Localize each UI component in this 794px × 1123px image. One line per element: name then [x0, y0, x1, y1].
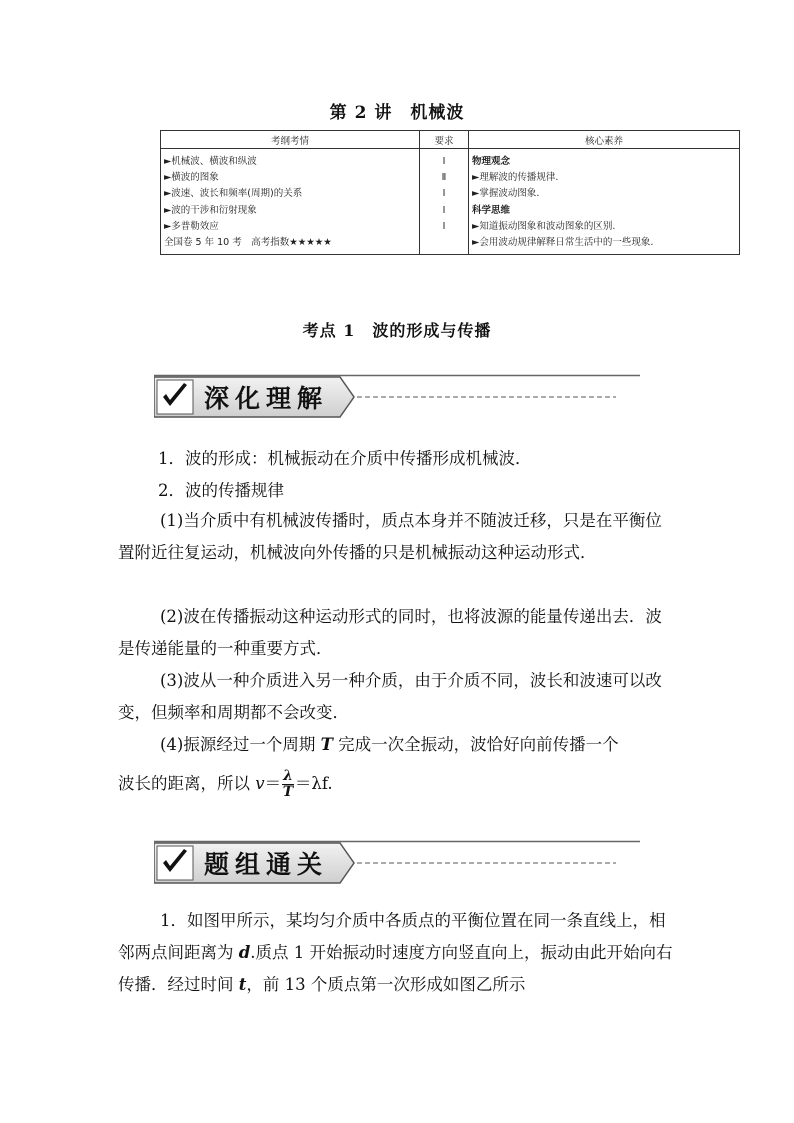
rule-4-line1: (4)振源经过一个周期 T 完成一次全振动，波恰好向前传播一个 — [160, 735, 619, 754]
syllabus-item: ►多普勒效应 — [164, 220, 219, 232]
syllabus-header-exam: 考纲考情 — [161, 131, 420, 149]
syllabus-col-exam — [161, 149, 420, 255]
lecture-title: 第 2 讲 机械波 — [329, 103, 465, 123]
problem-1: 1．如图甲所示，某均匀介质中各质点的平衡位置在同一条直线上，相邻两点间距离为 d.质点 1 开始振动时速度方向竖直向上，振动由此开始向右传播．经过时间 t，前 13 个质点第一次形成如图乙所示 — [118, 911, 673, 994]
point-propagation-heading: 2．波的传播规律 — [158, 481, 284, 500]
banner-label: 题组通关 — [204, 850, 329, 879]
requirement-level: Ⅰ — [442, 156, 446, 167]
requirement-level: Ⅰ — [442, 204, 446, 216]
rule-4-formula: 波长的距离，所以 v＝ $\frac{\lambda}{T}$ ＝λf. — [118, 768, 333, 800]
syllabus-col-requirement — [419, 149, 468, 255]
banner-deepen-understanding — [154, 374, 640, 420]
syllabus-item: ►波的干涉和衍射现象 — [164, 204, 257, 216]
syllabus-col-core — [469, 149, 740, 255]
requirement-level: Ⅰ — [442, 188, 446, 200]
fraction-lambda-over-T: $\frac{\lambda}{T}$ — [282, 768, 294, 800]
requirement-level: Ⅰ — [442, 220, 446, 232]
syllabus-item: ►波速、波长和频率(周期)的关系 — [164, 188, 303, 200]
core-heading: 物理观念 — [472, 156, 511, 167]
banner-problem-group — [154, 840, 640, 886]
syllabus-item: ►机械波、横波和纵波 — [164, 156, 257, 167]
syllabus-item: ►横波的图象 — [164, 172, 219, 184]
syllabus-header-core: 核心素养 — [469, 131, 740, 149]
banner-label: 深化理解 — [204, 384, 329, 413]
rule-2: (2)波在传播振动这种运动形式的同时，也将波源的能量传递出去．波是传递能量的一种重要方式． — [118, 607, 662, 658]
core-heading: 科学思维 — [472, 204, 511, 216]
rule-3: (3)波从一种介质进入另一种介质，由于介质不同，波长和波速可以改变，但频率和周期都不会改变． — [118, 671, 662, 722]
core-item: ►会用波动规律解释日常生活中的一些现象. — [472, 237, 654, 249]
section-title: 考点 1 波的形成与传播 — [302, 321, 492, 340]
rule-1: (1)当介质中有机械波传播时，质点本身并不随波迁移，只是在平衡位置附近往复运动，机械波向外传播的只是机械振动这种运动形式． — [118, 511, 662, 562]
syllabus-header-requirement: 要求 — [419, 131, 468, 149]
core-item: ►掌握波动图象. — [472, 188, 540, 200]
requirement-level: Ⅱ — [441, 172, 447, 184]
syllabus-table — [160, 130, 740, 255]
core-item: ►知道振动图象和波动图象的区别. — [472, 220, 616, 232]
syllabus-exam-stat: 全国卷 5 年 10 考 高考指数★★★★★ — [164, 237, 332, 249]
point-wave-formation: 1．波的形成：机械振动在介质中传播形成机械波． — [158, 449, 532, 468]
core-item: ►理解波的传播规律. — [472, 172, 559, 184]
